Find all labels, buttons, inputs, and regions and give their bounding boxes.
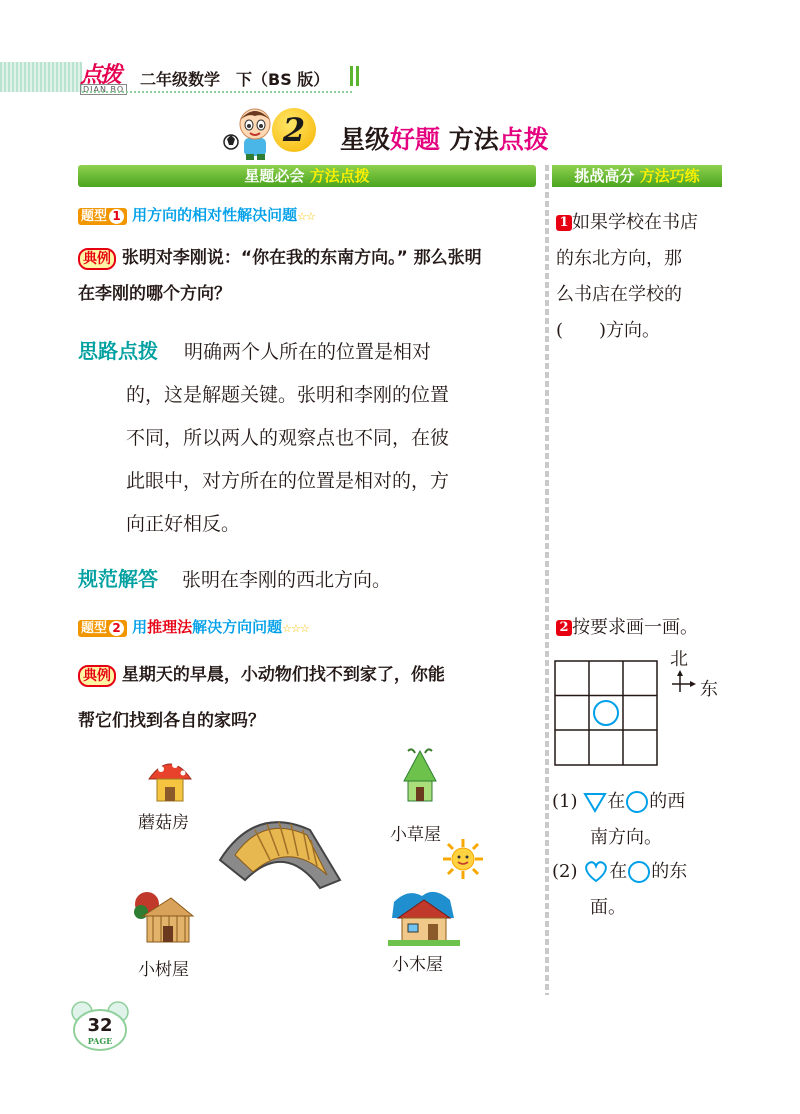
example-tag: 典例 bbox=[78, 665, 116, 687]
side-question-2: 2 按要求画一画。 bbox=[556, 610, 698, 646]
type-tag: 题型 2 bbox=[78, 620, 127, 637]
page-title: 星级好题 方法点拨 bbox=[340, 125, 549, 154]
bridge-icon bbox=[215, 800, 345, 890]
sun-icon bbox=[442, 838, 484, 880]
heart-icon bbox=[583, 860, 609, 884]
grass-house-label: 小草屋 bbox=[390, 825, 441, 845]
question-number: 1 bbox=[556, 215, 572, 231]
page-label: PAGE bbox=[87, 1036, 113, 1046]
compass-arrow-icon bbox=[668, 670, 698, 694]
tree-house-icon bbox=[133, 890, 195, 946]
answer-block: 规范解答 张明在李刚的西北方向。 bbox=[78, 567, 392, 591]
header-bars bbox=[350, 66, 362, 86]
example2: 典例 星期天的早晨，小动物们找不到家了，你能 帮它们找到各自的家吗？ bbox=[78, 665, 445, 731]
sub-question-1: (1) 在 的西 南方向。 bbox=[552, 791, 686, 848]
sub-question-2: (2) 在 的东 面。 bbox=[552, 861, 688, 918]
wood-house-icon bbox=[388, 888, 460, 948]
star-icon: ☆☆☆ bbox=[282, 622, 309, 635]
star-icon: ☆☆ bbox=[297, 210, 315, 223]
header-divider bbox=[82, 91, 352, 93]
circle-icon bbox=[625, 790, 649, 814]
wood-house-label: 小木屋 bbox=[392, 955, 443, 975]
compass-north: 北 bbox=[670, 649, 688, 670]
mushroom-house-icon bbox=[145, 755, 195, 805]
analysis-block: 思路点拨 明确两个人所在的位置是相对 的，这是解题关键。张明和李刚的位置 不同，所以两人的观察点也不同，在彼 此眼中，对方所在的位置是相对的，方 向正好相反。 bbox=[78, 339, 450, 535]
type-tag: 题型 1 bbox=[78, 208, 127, 225]
page-number: 32 bbox=[87, 1015, 113, 1036]
answer-label: 规范解答 bbox=[78, 567, 158, 591]
type2-heading: 题型 2 用推理法解决方向问题☆☆☆ bbox=[78, 616, 309, 637]
question-number: 2 bbox=[556, 620, 572, 636]
logo-subtitle: DIAN BO bbox=[80, 84, 127, 95]
main-section-bar: 星题必会 方法点拨 bbox=[78, 165, 536, 187]
side-question-1: 1 如果学校在书店 的东北方向，那 么书店在学校的 ( )方向。 bbox=[556, 212, 698, 341]
side-section-bar: 挑战高分 方法巧练 bbox=[552, 165, 722, 187]
triangle-icon bbox=[583, 791, 607, 813]
header-stripe bbox=[0, 62, 82, 92]
section-number: 2 bbox=[272, 108, 316, 152]
circle-icon bbox=[627, 860, 651, 884]
example1: 典例 张明对李刚说：“你在我的东南方向。” 那么张明 在李刚的哪个方向？ bbox=[78, 248, 482, 304]
page-badge bbox=[70, 1000, 130, 1052]
logo: 点拨 bbox=[80, 62, 121, 88]
example-tag: 典例 bbox=[78, 248, 116, 270]
analysis-label: 思路点拨 bbox=[78, 339, 158, 363]
drawing-grid[interactable] bbox=[554, 660, 660, 768]
mushroom-house-label: 蘑菇房 bbox=[138, 813, 189, 833]
type1-heading: 题型 1 用方向的相对性解决问题☆☆ bbox=[78, 204, 315, 225]
tree-house-label: 小树屋 bbox=[138, 960, 189, 980]
circle-marker-icon bbox=[594, 701, 618, 725]
compass-east: 东 bbox=[700, 679, 718, 700]
column-divider bbox=[545, 165, 549, 995]
grass-house-icon bbox=[400, 745, 440, 805]
book-title: 二年级数学 下（BS 版） bbox=[140, 70, 330, 89]
